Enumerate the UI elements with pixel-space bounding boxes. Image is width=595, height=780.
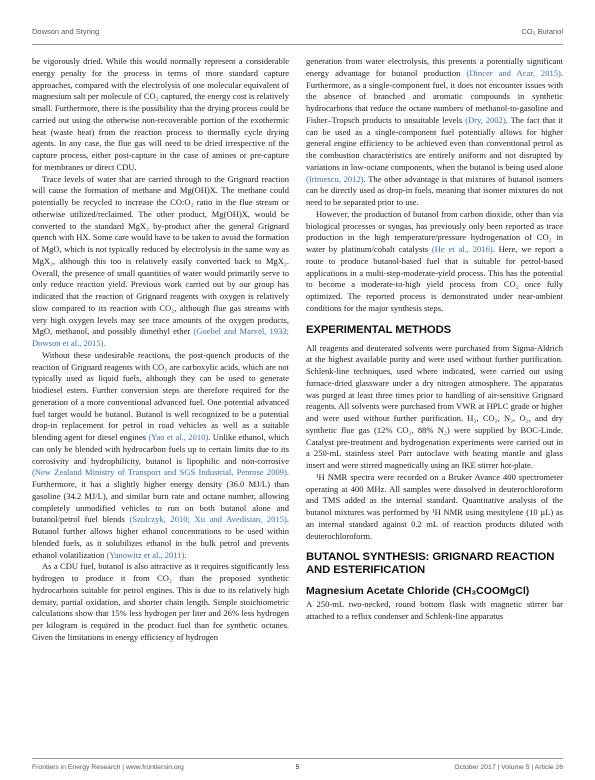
paragraph-text: . Furthermore, as a single-component fuel, it does not encounter issues with the absence of branched and aromatic compounds in synthetic hydrocarbons that reduce the octane numbers of methanol-to-gasoline and Fisher–Tropsch products to unsuitable levels [306,67,563,125]
citation-link[interactable]: (Goebel and Marvel, 1933; Dowson et al., 2015). [32,326,289,348]
paragraph-text: Without these undesirable reactions, the post-quench products of the reaction of Grignard reagents with CO₂ are carboxylic acids, which are not typically used as liquid fuels, although they can be used to generate biodiesel esters. Further conversion steps are therefore required for the generation of a more conventional advanced fuel. One potential advanced fuel target would be butanol. Butanol is well recognized to be a potential drop-in replacement for petrol in road vehicles as well as a suitable blending agent for diesel engines [32,349,289,442]
citation-link[interactable]: (Yao et al., 2010) [148,432,209,442]
paragraph: be vigorously dried. While this would normally represent a considerable energy penalty for the process in terms of more standard capture approaches, compared with the electrolysis of one molecular equivalent of magnesium salt per molecule of CO₂ captured, the energy cost is relatively small. Furthermore, there is the possibility that the drying process could be carried out using the otherwise non-recoverable portion of the exothermic heat (waste heat) from the reaction process to thermally cycle drying agents. In any case, the flue gas will need to be dried irrespective of the capture process, either post-capture in the case of amines or pre-capture for membranes or direct CDU. [32,56,289,172]
footer-date-volume: October 2017 | Volume 5 | Article 26 [454,764,563,771]
right-column [306,56,563,754]
paragraph: A 250-mL two-necked, round bottom flask with magnetic stirrer bar attached to a reflux condenser and Schlenk-line apparatus [306,599,563,621]
paragraph [306,56,563,209]
paragraph-text: . The other advantage is that mixtures of butanol isomers can be directly used as drop-in fuels, meaning that isomer mixtures do not need to be separated prior to use. [306,173,563,207]
paragraph [306,209,563,315]
running-header [32,27,563,41]
paragraph-text: . The fact that it can be used as a single-component fuel potentially allows for higher general engine efficiency to be achieved even than conventional petrol as the combustion characteristics are entirely uniform and not disrupted by variations in low-octane components, when the butanol is being used alone [306,114,563,172]
paragraph: As a CDU fuel, butanol is also attractive as it requires significantly less hydrogen to produce it from CO₂ than the proposed synthetic hydrocarbons suitable for petrol engines. This is due to its relatively high density, partial oxidation, and shorter chain length. Simple stoichiometric calculations show that 15% less hydrogen per liter and 26% less hydrogen per kilogram is required in the product fuel than for synthetic octanes. Given the limitations in energy efficiency of hydrogen [32,561,289,642]
section-heading-synthesis: BUTANOL SYNTHESIS: GRIGNARD REACTION AND ESTERIFICATION [306,551,555,577]
paragraph-text: generation from water electrolysis, this presents a potentially significant energy advantage for butanol production [306,56,563,78]
paragraph-text: . Unlike ethanol, which can only be blended with hydrocarbon fuels up to certain limits due to its corrosivity and hydrophilicity, butanol is lipophilic and non-corrosive [32,432,289,466]
citation-link[interactable]: (New Zealand Ministry of Transport and SGS Industrial, Penrose 2009) [32,467,287,478]
paragraph-text: . Butanol further allows higher ethanol concentrations to be used within blended fuels, as it solubilizes ethanol in the bulk petrol and prevents ethanol volatilization [32,514,289,560]
header-rule [32,44,563,45]
page-number: 5 [295,764,300,771]
paragraph-text: . [184,549,187,560]
citation-link[interactable]: (Yanowitz et al., 2011) [106,549,185,560]
citation-link[interactable]: (He et al., 2016) [431,244,493,254]
header-short-title: CO₂ Butanol [521,27,563,36]
paragraph: ¹H NMR spectra were recorded on a Bruker Avance 400 spectrometer operating at 400 MHz. All samples were dissolved in deuterochloroform and TMS added as the internal standard. Quantitative analysis of the butanol mixtures was performed by ¹H NMR using mesitylene (10 µL) as an internal standard against 0.2 mL of reaction products diluted with deuterochloroform. [306,471,563,541]
paragraph: All reagents and deuterated solvents were purchased from Sigma-Aldrich at the highest available purity and were used without further purification. Schlenk-line techniques, used where indicated, were carried out using furnace-dried glassware under a dry nitrogen atmosphere. The apparatus was purged at least three times prior to handling of air-sensitive Grignard reagents. All solvents were purchased from VWR at HPLC grade or higher and were used without further purification. H₂, CO₂, N₂, O₂, and dry synthetic flue gas (12% CO₂, 88% N₂) were supplied by BOC-Linde. Catalyst pre-treatment and hydrogenation experiments were carried out in a 250-mL stainless steel Parr autoclave with heating mantle and glass insert and were stirred magnetically using an IKE stirrer hot-plate. [306,342,563,470]
paragraph-text: . Here, we report a route to produce butanol-based fuel that is suitable for petrol-based applications in a multi-step-moderate-yield process. This has the potential to become a moderate-to-high yield process from CO₂ once fully optimized. The reported process is demonstrated under near-ambient conditions for the major synthesis steps. [306,244,563,313]
paragraph-text: However, the production of butanol from carbon dioxide, other than via biological processes or syngas, has previously only been reported as trace production in the high temperature/pressure hydrogenation of CO₂ in water by platinum/cobalt catalysts [306,208,563,254]
header-authors: Dowson and Styring [32,27,100,36]
paragraph [32,350,289,562]
paragraph-text: . Furthermore, it has a slightly higher energy density (36.0 MJ/L) than gasoline (34.2 MJ/L), and similar burn rate and octane number, allowing completely unmodified vehicles to run on both butanol alone and butanol/petrol fuel blends [32,467,289,525]
left-column [32,56,289,754]
section-heading-methods: EXPERIMENTAL METHODS [306,323,452,336]
citation-link[interactable]: (Irimescu, 2012) [306,173,364,184]
footer-journal[interactable]: Frontiers in Energy Research | www.frontiersin.org [32,764,184,771]
footer-rule [32,758,563,759]
subsection-heading: Magnesium Acetate Chloride (CH₃COOMgCl) [306,585,530,598]
citation-link[interactable]: (Szulczyk, 2010; Xu and Avedisian, 2015) [129,514,287,525]
citation-link[interactable]: (Dry, 2002) [465,114,506,125]
citation-link[interactable]: (Dincer and Acar, 2015) [466,67,561,78]
paragraph [32,174,289,350]
paragraph-text: Trace levels of water that are carried through to the Grignard reaction will cause the formation of methane and Mg(OH)X. The methane could potentially be recycled to increase the CO:O₂ ratio in the flue stream or otherwise utilized/reclaimed. The other product, Mg(OH)X, would be converted to the standard MgX₂ by-product after the general Grignard quench with HX. Some care would have to be taken to avoid the formation of MgO, which is not typically reduced by electrolysis in the same way as MgX₂, although this too is relatively easily converted back to MgX₂. Overall, the presence of small quantities of water would primarily serve to only reduce reaction yield. Previous work carried out by our group has indicated that the reaction of Grignard reagents with oxygen is relatively slow compared to its reaction with CO₂, although flue gas streams with very high oxygen levels may see trace amounts of the oxygen products, MgO, methanol, and possibly dimethyl ether [32,173,289,337]
